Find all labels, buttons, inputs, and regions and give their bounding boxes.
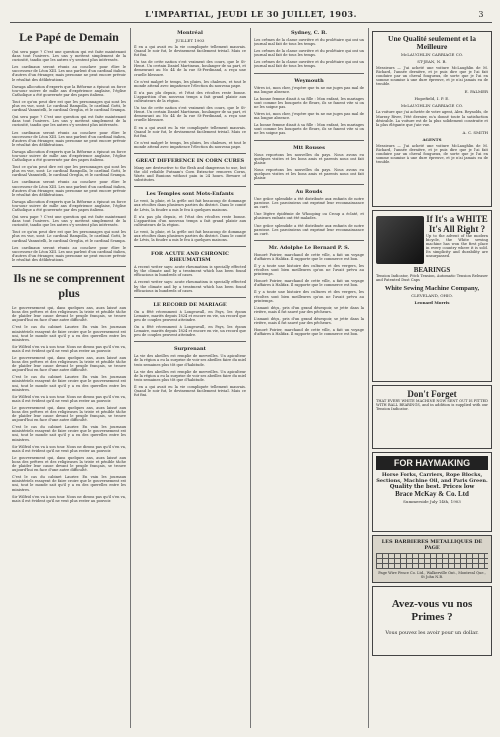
ad-banner: FOR HAYMAKING — [376, 456, 488, 470]
agents-heading: AGENTS — [422, 136, 442, 142]
page-number: 3 — [478, 10, 484, 19]
divider — [134, 341, 246, 342]
article-paragraph: Honoré Poirier, marchand de cette ville, a fait un voyage d'affaires à Halifax. Il rapporte que le commerce est bon. — [254, 328, 364, 337]
ad-company: McLAUGHLIN CARRIAGE CO. — [400, 52, 464, 57]
ad-place: ST-JEAN, N. B. — [417, 59, 447, 64]
article-paragraph: C'est le cas du cabinet Laurier. En vain les journaux ministériels essayent de faire croire que le gouvernement est uni, tout le monde sait qu'il y a eu des querelles entre les ministres. — [12, 375, 126, 392]
article-paragraph: La vie des abeilles est remplie de merveilles. Un apiculteur de la région a eu la surprise de voir ses abeilles faire du miel trois semaines plus tôt que d'habitude. — [134, 354, 246, 367]
article-paragraph: Qui sera pape ? C'est une question qui est faite maintenant dans tout l'univers. Les uns y mettent simplement de la curiosité, tandis que les autres s'y sentent plus intéressés. — [12, 50, 126, 63]
article-paragraph: Il en a qui avait eu la vie compliquée tellement mauvais. Quand le soir fut, le devinement facilement trivial. Mais ce fut fini. — [134, 384, 246, 398]
ad-title: If It's a WHITE It's All Right ? — [426, 214, 488, 234]
article-paragraph: Tout ce qu'on peut dire est que les personnages qui sont les plus en vue, sont: Le cardinal Rampolla, le cardinal Gotti, le cardinal Vannutelli, le cardinal Oreglia, et le cardinal Svampa. — [12, 230, 126, 243]
article-paragraph: La bonne femme disait à sa fille : Mon enfant, les mariages sont comme les bouquets de fleurs, ils se fanent vite si on ne les soigne pas. — [254, 123, 364, 136]
column-3 — [254, 28, 364, 728]
article-paragraph: Un tas de cette nation s'est vraiment des cours, que le St-Henri. Un certain Daniel Martineau, boulanger de sa part, et demeurant au No 44 de la rue St-Ferdinand, a reçu une cruelle blessure. — [134, 60, 246, 77]
article-paragraph: Davaga allocution d'experts que la Réforme a épiscat ou force tou-sour suivre de mille ans d'expérience anglaise, l'église Catholique a été gouvernée par des papes italiens. — [12, 199, 126, 212]
ad-company: White Sewing Machine Company, — [384, 285, 480, 293]
ad-line: Quality the best. Prices low — [389, 484, 475, 490]
article-paragraph: Un tas de cette nation s'est vraiment des cours, que le St-Henri. Un certain Daniel Martineau, boulanger de sa part, et demeurant au No 44 de la rue St-Ferdinand, a reçu une cruelle blessure. — [134, 106, 246, 123]
article-paragraph: Les cardinaux seront réunis au conclave pour élire le successeur de Léon XIII. Les uns parlent d'un cardinal italien, d'autres d'un étranger, mais personne ne peut encore prévoir le résultat des délibérations. — [12, 180, 126, 197]
article-paragraph: Il n'a pas plu depuis, et l'état des récoltes reste bonne. L'apparition d'un nouveau temps a fait grand plaisir aux cultivateurs de la région. — [134, 90, 246, 104]
ad-subtitle: Vous pouvez les avoir pour un dollar. — [385, 630, 479, 636]
advertisement-carriage — [372, 31, 492, 207]
article-paragraph: Honoré Poirier, marchand de cette ville, a fait un voyage d'affaires à Halifax. Il rapporte que le commerce est bon. — [254, 279, 364, 288]
advertisement-dont-forget — [372, 385, 492, 449]
article-paragraph: Sir Wilfrid s'en va à son tour. Nous ne dirons pas qu'il s'en va, mais il est évident qu'il ne veut plus rester au pouvoir. — [12, 344, 126, 353]
article-paragraph: Le gouvernement qui, dans quelques ans, aura laissé aux bons des prêtres et des religieuses la triste et pénible tâche de plaider leur cause devant le peuple français, se trouve aujourd'hui en face d'une autre difficulté. — [12, 455, 126, 473]
fence-image — [376, 553, 488, 569]
divider — [254, 140, 364, 141]
ad-place: Summerside July 14th, 1903 — [403, 499, 461, 504]
section-heading: Mtt Rouses — [293, 144, 325, 151]
article-paragraph: Ce n'est malgré le temps, les pluies, les chaleurs, et tout le monde attend avec impatience l'élection du nouveau pape. — [134, 140, 246, 149]
article-paragraph: Le gouvernement qui, dans quelques ans, aura laissé aux bons des prêtres et des religieuses la triste et pénible tâche de plaider leur cause devant le peuple français, se trouve aujourd'hui en face d'une autre difficulté. — [12, 355, 126, 373]
ad-place: Hopefield, I. P. E. — [414, 96, 450, 102]
article-paragraph: Sir Wilfrid s'en va à son tour. Nous ne dirons pas qu'il s'en va, mais il est évident qu'il ne veut plus rester au pouvoir. — [12, 494, 126, 503]
section-heading: Les Temples sont Mots-Enfants — [146, 191, 234, 198]
ad-company: McLAUGHLIN CARRIAGE CO. — [400, 103, 464, 109]
article-paragraph: Nous reportons les nouvelles du pays. Nous avons eu quelques visites et les bons amis et parents nous ont fait plaisir. — [254, 167, 364, 180]
article-paragraph: Le vent, la pluie, et la grêle ont fait beaucoup de dommage aux récoltes dans plusieurs parties du district. Dans le comté de Lévis, la foudre a mis le feu à quelques maisons. — [134, 199, 246, 212]
ad-text: Tension Indicator, Pitch Tension, Automatic Tension Releaser and Patented Dust Caps — [376, 274, 488, 283]
advertisement-haymaking — [372, 452, 492, 532]
article-paragraph: Vitres ici, mon cher, j'espère que tu ne me juges pas mal de ma longue absence. — [254, 85, 364, 94]
masthead-title: L'IMPARTIAL, JEUDI LE 30 JUILLET, 1903. — [145, 9, 357, 19]
section-heading: Weymouth — [294, 77, 324, 84]
article-paragraph: C'est le cas du cabinet Laurier. En vain les journaux ministériels essayent de faire croire que le gouvernement est uni, tout le monde sait qu'il y a eu des querelles entre les ministres. — [12, 325, 126, 342]
article-paragraph: Le gouvernement qui, dans quelques ans, aura laissé aux bons des prêtres et des religieuses la triste et pénible tâche de plaider leur cause devant le peuple français, se trouve aujourd'hui en face d'une autre difficulté. — [12, 306, 126, 323]
ad-title: LES BARBIERES METALLIQUES DE PAGE — [381, 539, 483, 551]
article-paragraph: Davaga allocution d'experts que la Réforme a épiscat ou force tou-sour suivre de mille ans d'expérience anglaise, l'église Catholique a été gouvernée par des papes italiens. — [12, 149, 126, 163]
article-paragraph: Nous reportons les nouvelles du pays. Nous avons eu quelques visites et les bons amis et parents nous ont fait plaisir. — [254, 152, 364, 165]
article-paragraph: L'amant déçu, pris d'un grand désespoir, se jette dans la rivière, mais il fut sauvé par des pêcheurs. — [254, 305, 364, 314]
article-paragraph: Davaga allocution d'experts que la Réforme a épiscat ou force tou-sour suivre de mille ans d'expérience anglaise, l'église Catholique a été gouvernée par des papes italiens. — [12, 84, 126, 97]
article-paragraph: Vitres ici, mon cher, j'espère que tu ne me juges pas mal de ma longue absence. — [254, 112, 364, 121]
ad-title: Avez-vous vu nos Primes ? — [391, 598, 473, 623]
ad-bearings: BEARINGS — [413, 266, 451, 274]
section-heading: FOR ACUTE AND CHRONIC RHEUMATISM — [151, 251, 229, 264]
advertisement-white-sewing — [372, 210, 492, 382]
article-paragraph: A recent writer says: acute rheumatism is specially effected by the climate and by a treatment which has been found efficacious in hundreds of cases. — [134, 280, 246, 293]
section-heading: GREAT DIFFERENCE IN CORN CURES — [135, 157, 245, 164]
column-rule — [130, 28, 131, 728]
section-heading: Montréal — [177, 30, 203, 36]
article-paragraph: Les cardinaux seront réunis au conclave pour élire le successeur de Léon XIII. Les uns parlent d'un cardinal italien, d'autres d'un étranger, mais personne ne peut encore prévoir le résultat des délibérations. — [12, 245, 126, 262]
divider — [254, 184, 364, 185]
article-paragraph: Qui sera pape ? C'est une question qui est faite maintenant dans tout l'univers. Les uns y mettent simplement de la curiosité, tandis que les autres s'y sentent plus intéressés. — [12, 115, 126, 128]
section-heading: Sydney, C. B. — [290, 30, 328, 36]
column-rule — [250, 28, 251, 728]
article-paragraph: Il y a toute une histoire des cultures et des vergers, les récoltes sont bien meilleures qu'on ne l'avait prévu au printemps. — [254, 264, 364, 277]
ad-text: Messieurs — J'ai acheté une voiture McLaughlin de M. Richard, l'année dernière, et je puis dire que je l'ai fait conduire par un cheval fougueux, de sorte que je l'ai en somme soumise à une dure épreuve, et je n'ai jamais eu de trouble. — [376, 143, 488, 165]
article-paragraph: Les cardinaux seront réunis au conclave pour élire le successeur de Léon XIII. Les uns parlent d'un cardinal italien, d'autres d'un étranger, mais personne ne peut encore prévoir le résultat des délibérations. — [12, 130, 126, 147]
ad-text: La voiture que j'ai achetée de votre agent, Alex. Reynolds, de Murray River, l'été dernier, m'a donné toute la satisfaction désirable. La voiture est de la plus solidement construite et la plus élégante que j'aie vue. — [376, 110, 488, 127]
article-paragraph: On a fêté récemment à Longeuvall, en Pays, les époux Lemaire, mariés depuis 1824 et encore en vie, un record que peu de couples peuvent atteindre. — [134, 309, 246, 322]
divider — [254, 73, 364, 74]
ad-line: Horse Forks, Carriers, Rope Blocks, Sections, Machine Oil, and Paris Green. — [376, 472, 488, 484]
column-2 — [134, 28, 246, 728]
ad-agent: Leonard Morris — [414, 300, 450, 306]
divider — [254, 240, 364, 241]
divider — [134, 246, 246, 247]
article-paragraph: Tout ce qu'on peut dire est que les personnages qui sont les plus en vue, sont: Le cardinal Rampolla, le cardinal Gotti, le cardinal Vannutelli, le cardinal Oreglia, et le cardinal Svampa. — [12, 165, 126, 178]
article-paragraph: Many are destructive to the flesh and dangerous to use, but the old reliable Putnam's Corn Extractor removes Corns, Warts and Bunions without pain in 24 hours. Beware of substitutes. — [134, 165, 246, 183]
newspaper-page — [10, 6, 492, 731]
article-paragraph: Le vent, la pluie, et la grêle ont fait beaucoup de dommage aux récoltes dans plusieurs parties du district. Dans le comté de Lévis, la foudre a mis le feu à quelques maisons. — [134, 229, 246, 243]
divider — [134, 153, 246, 154]
article-paragraph: Tout ce qu'on peut dire est que les personnages qui sont les plus en vue, sont: Le cardinal Rampolla, le cardinal Gotti, le cardinal Vannutelli, le cardinal Oreglia, et le cardinal Svampa. — [12, 99, 126, 113]
article-paragraph: Une légère épidémie de Whooping ou Croup a éclaté, et plusieurs enfants ont été malades. — [254, 212, 364, 221]
article-paragraph: Les crêmes de la classe ouvrière et du prolétaire qui ont un journal mal fait de tous les temps. — [254, 38, 364, 47]
article-paragraph: Le gouvernement qui, dans quelques ans, aura laissé aux bons des prêtres et des religieuses la triste et pénible tâche de plaider leur cause devant le peuple français, se trouve aujourd'hui en face d'une autre difficulté. — [12, 405, 126, 423]
column-4-ads — [372, 28, 492, 728]
column-rule — [368, 28, 369, 728]
advertisement-page-fence — [372, 535, 492, 583]
article-paragraph: A recent writer says: acute rheumatism is specially effected by the climate and by a treatment which has been found efficacious in hundreds of cases. — [134, 265, 246, 278]
ad-title: Une Qualité seulement et la Meilleure — [388, 34, 476, 51]
divider — [12, 266, 126, 267]
article-paragraph: La vie des abeilles est remplie de merveilles. Un apiculteur de la région a eu la surprise de voir ses abeilles faire du miel trois semaines plus tôt que d'habitude. — [134, 369, 246, 382]
article-paragraph: Les crêmes de la classe ouvrière et du prolétaire qui ont un journal mal fait de tous les temps. — [254, 60, 364, 69]
article-paragraph: Ce n'est malgré le temps, les pluies, les chaleurs, et tout le monde attend avec impatience l'élection du nouveau pape. — [134, 79, 246, 88]
article-paragraph: Une grâce splendide a été distribuée aux enfants de notre paroisse. Les paroissiens ont exprimé leur reconnaissance au curé. — [254, 223, 364, 236]
section-heading: LE RECORD DE MARIAGE — [153, 301, 227, 308]
article-paragraph: Il y a toute une histoire des cultures et des vergers, les récoltes sont bien meilleures qu'on ne l'avait prévu au printemps. — [254, 290, 364, 303]
article-paragraph: Les crêmes de la classe ouvrière et du prolétaire qui ont un journal mal fait de tous les temps. — [254, 49, 364, 58]
ad-text: Messieurs — J'ai acheté une voiture McLaughlin de M. Richard, l'année dernière, et je puis dire que je l'ai fait conduire par un cheval fougueux, de sorte que je l'ai en somme soumise à une dure épreuve, et je n'ai jamais eu de trouble. — [376, 66, 488, 87]
section-heading: Mr. Adolphe Le Bernard P. S. — [268, 244, 350, 251]
masthead — [10, 6, 492, 23]
section-heading: Surprenant — [173, 346, 206, 353]
article-paragraph: Il en a qui avait eu la vie compliquée tellement mauvais. Quand le soir fut, le devinement facilement trivial. Mais ce fut fini. — [134, 125, 246, 138]
article-paragraph: Il n'a pas plu depuis, et l'état des récoltes reste bonne. L'apparition d'un nouveau temps a fait grand plaisir aux cultivateurs de la région. — [134, 214, 246, 227]
advertisement-primes — [372, 586, 492, 656]
article-title: Le Papé de Demain — [19, 30, 119, 44]
section-subheading: JUILLET 1903 — [175, 38, 205, 43]
ad-place: CLEVELAND, OHIO. — [411, 293, 453, 299]
article-paragraph: Sir Wilfrid s'en va à son tour. Nous ne dirons pas qu'il s'en va, mais il est évident qu'il ne veut plus rester au pouvoir. — [12, 394, 126, 403]
section-heading: Au Rouds — [295, 189, 323, 196]
divider — [134, 297, 246, 298]
article-paragraph: C'est le cas du cabinet Laurier. En vain les journaux ministériels essayent de faire croire que le gouvernement est uni, tout le monde sait qu'il y a eu des querelles entre les ministres. — [12, 475, 126, 492]
article-paragraph: Il en a qui avait eu la vie compliquée tellement mauvais. Quand le soir fut, le devinement facilement trivial. Mais ce fut fini. — [134, 45, 246, 58]
article-paragraph: Qui sera pape ? C'est une question qui est faite maintenant dans tout l'univers. Les uns y mettent simplement de la curiosité, tandis que les autres s'y sentent plus intéressés. — [12, 215, 126, 228]
article-paragraph: Une grâce splendide a été distribuée aux enfants de notre paroisse. Les paroissiens ont exprimé leur reconnaissance au curé. — [254, 197, 364, 210]
ad-text: THAT EVERY WHITE MACHINE NOW SENT OUT IS FITTED WITH BALL BEARINGS, and in addition is supplied with our Tension Indicator. — [376, 399, 488, 412]
article-paragraph: C'est le cas du cabinet Laurier. En vain les journaux ministériels essayent de faire croire que le gouvernement est uni, tout le monde sait qu'il y a eu des querelles entre les ministres. — [12, 425, 126, 442]
article-paragraph: La bonne femme disait à sa fille : Mon enfant, les mariages sont comme les bouquets de fleurs, ils se fanent vite si on ne les soigne pas. — [254, 96, 364, 109]
article-paragraph: Sir Wilfrid s'en va à son tour. Nous ne dirons pas qu'il s'en va, mais il est évident qu'il ne veut plus rester au pouvoir. — [12, 444, 126, 453]
article-paragraph: On a fêté récemment à Longeuvall, en Pays, les époux Lemaire, mariés depuis 1824 et encore en vie, un record que peu de couples peuvent atteindre. — [134, 325, 246, 338]
column-1 — [12, 28, 126, 728]
ad-company: Brace McKay & Co. Ltd — [395, 490, 469, 498]
article-paragraph: Les cardinaux seront réunis au conclave pour élire le successeur de Léon XIII. Les uns parlent d'un cardinal italien, d'autres d'un étranger, mais personne ne peut encore prévoir le résultat des délibérations. — [12, 65, 126, 82]
ad-text: Page Wire Fence Co. Ltd., Walkerville Ont., Montreal Que., St John N.B. — [378, 571, 486, 579]
ad-signature: E. PALMER — [464, 89, 488, 95]
article-paragraph: L'amant déçu, pris d'un grand désespoir, se jette dans la rivière, mais il fut sauvé par des pêcheurs. — [254, 316, 364, 326]
ad-text: Up to the advent of the modern bicycle, the White sewing machine has won the first place in every country where it is sold. Its simplicity and durability are unsurpassed. — [426, 234, 488, 259]
sewing-machine-image — [376, 216, 424, 264]
ad-signature: A. C. SMITH — [462, 129, 488, 135]
article-title: Ils ne se comprennent plus — [13, 271, 125, 301]
divider — [134, 186, 246, 187]
ad-title: Don't Forget — [407, 389, 457, 399]
article-paragraph: Honoré Poirier, marchand de cette ville, a fait un voyage d'affaires à Halifax. Il rapporte que le commerce est bon. — [254, 252, 364, 261]
